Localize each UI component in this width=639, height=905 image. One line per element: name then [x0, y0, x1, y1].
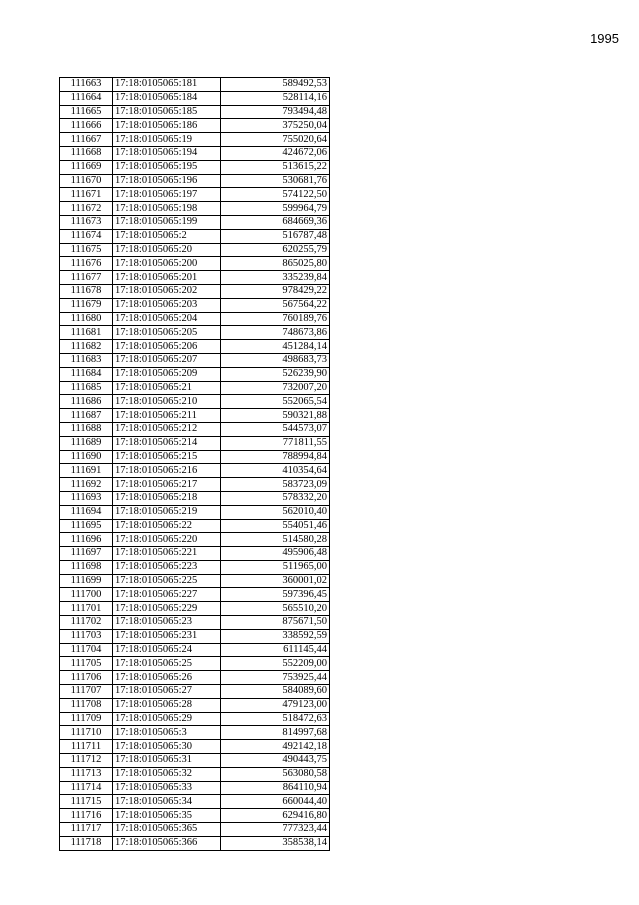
value-cell: 563080,58: [221, 767, 330, 781]
cadastral-number-cell: 17:18:0105065:181: [113, 78, 221, 92]
value-cell: 567564,22: [221, 298, 330, 312]
cadastral-number-cell: 17:18:0105065:26: [113, 671, 221, 685]
table-row: [60, 243, 330, 257]
value-cell: 660044,40: [221, 795, 330, 809]
value-cell: 788994,84: [221, 450, 330, 464]
cadastral-number-cell: 17:18:0105065:186: [113, 119, 221, 133]
table-row: [60, 271, 330, 285]
value-cell: 583723,09: [221, 478, 330, 492]
row-id-cell: 111711: [60, 740, 113, 754]
table-row: [60, 409, 330, 423]
table-row: [60, 298, 330, 312]
row-id-cell: 111672: [60, 202, 113, 216]
table-row: [60, 602, 330, 616]
row-id-cell: 111668: [60, 146, 113, 160]
row-id-cell: 111713: [60, 767, 113, 781]
cadastral-number-cell: 17:18:0105065:203: [113, 298, 221, 312]
value-cell: 611145,44: [221, 643, 330, 657]
value-cell: 629416,80: [221, 809, 330, 823]
cadastral-number-cell: 17:18:0105065:217: [113, 478, 221, 492]
cadastral-number-cell: 17:18:0105065:205: [113, 326, 221, 340]
row-id-cell: 111712: [60, 754, 113, 768]
cadastral-number-cell: 17:18:0105065:212: [113, 422, 221, 436]
table-row: [60, 698, 330, 712]
cadastral-number-cell: 17:18:0105065:204: [113, 312, 221, 326]
value-cell: 451284,14: [221, 340, 330, 354]
value-cell: 565510,20: [221, 602, 330, 616]
page-number: 1995: [590, 31, 619, 46]
table-row: [60, 146, 330, 160]
row-id-cell: 111690: [60, 450, 113, 464]
table-row: [60, 436, 330, 450]
cadastral-number-cell: 17:18:0105065:207: [113, 353, 221, 367]
value-cell: 562010,40: [221, 505, 330, 519]
value-cell: 335239,84: [221, 271, 330, 285]
cadastral-number-cell: 17:18:0105065:197: [113, 188, 221, 202]
table-row: [60, 326, 330, 340]
cadastral-number-cell: 17:18:0105065:31: [113, 754, 221, 768]
row-id-cell: 111700: [60, 588, 113, 602]
value-cell: 552209,00: [221, 657, 330, 671]
cadastral-number-cell: 17:18:0105065:34: [113, 795, 221, 809]
row-id-cell: 111693: [60, 491, 113, 505]
value-cell: 755020,64: [221, 133, 330, 147]
value-cell: 511965,00: [221, 560, 330, 574]
table-row: [60, 712, 330, 726]
row-id-cell: 111674: [60, 229, 113, 243]
table-row: [60, 533, 330, 547]
cadastral-number-cell: 17:18:0105065:225: [113, 574, 221, 588]
row-id-cell: 111702: [60, 616, 113, 630]
cadastral-number-cell: 17:18:0105065:201: [113, 271, 221, 285]
cadastral-number-cell: 17:18:0105065:215: [113, 450, 221, 464]
cadastral-number-cell: 17:18:0105065:28: [113, 698, 221, 712]
row-id-cell: 111697: [60, 547, 113, 561]
row-id-cell: 111706: [60, 671, 113, 685]
value-cell: 777323,44: [221, 823, 330, 837]
row-id-cell: 111716: [60, 809, 113, 823]
cadastral-number-cell: 17:18:0105065:29: [113, 712, 221, 726]
value-cell: 753925,44: [221, 671, 330, 685]
row-id-cell: 111687: [60, 409, 113, 423]
cadastral-number-cell: 17:18:0105065:35: [113, 809, 221, 823]
row-id-cell: 111665: [60, 105, 113, 119]
table-row: [60, 836, 330, 850]
table-row: [60, 629, 330, 643]
table-row: [60, 367, 330, 381]
value-cell: 492142,18: [221, 740, 330, 754]
table-row: [60, 726, 330, 740]
table-row: [60, 174, 330, 188]
table-row: [60, 616, 330, 630]
row-id-cell: 111667: [60, 133, 113, 147]
table-row: [60, 519, 330, 533]
cadastral-number-cell: 17:18:0105065:20: [113, 243, 221, 257]
table-row: [60, 464, 330, 478]
cadastral-number-cell: 17:18:0105065:194: [113, 146, 221, 160]
cadastral-number-cell: 17:18:0105065:22: [113, 519, 221, 533]
row-id-cell: 111663: [60, 78, 113, 92]
row-id-cell: 111684: [60, 367, 113, 381]
row-id-cell: 111705: [60, 657, 113, 671]
cadastral-number-cell: 17:18:0105065:214: [113, 436, 221, 450]
cadastral-number-cell: 17:18:0105065:185: [113, 105, 221, 119]
cadastral-number-cell: 17:18:0105065:229: [113, 602, 221, 616]
value-cell: 865025,80: [221, 257, 330, 271]
cadastral-number-cell: 17:18:0105065:202: [113, 284, 221, 298]
row-id-cell: 111673: [60, 215, 113, 229]
table-row: [60, 395, 330, 409]
cadastral-number-cell: 17:18:0105065:199: [113, 215, 221, 229]
table-row: [60, 671, 330, 685]
table-row: [60, 340, 330, 354]
table-row: [60, 105, 330, 119]
table-row: [60, 560, 330, 574]
value-cell: 684669,36: [221, 215, 330, 229]
row-id-cell: 111666: [60, 119, 113, 133]
row-id-cell: 111685: [60, 381, 113, 395]
cadastral-number-cell: 17:18:0105065:30: [113, 740, 221, 754]
row-id-cell: 111717: [60, 823, 113, 837]
cadastral-number-cell: 17:18:0105065:195: [113, 160, 221, 174]
cadastral-number-cell: 17:18:0105065:21: [113, 381, 221, 395]
table-row: [60, 229, 330, 243]
row-id-cell: 111695: [60, 519, 113, 533]
cadastral-number-cell: 17:18:0105065:25: [113, 657, 221, 671]
value-cell: 760189,76: [221, 312, 330, 326]
value-cell: 516787,48: [221, 229, 330, 243]
cadastral-number-cell: 17:18:0105065:216: [113, 464, 221, 478]
value-cell: 530681,76: [221, 174, 330, 188]
row-id-cell: 111664: [60, 91, 113, 105]
cadastral-number-cell: 17:18:0105065:24: [113, 643, 221, 657]
row-id-cell: 111681: [60, 326, 113, 340]
row-id-cell: 111678: [60, 284, 113, 298]
cadastral-number-cell: 17:18:0105065:23: [113, 616, 221, 630]
cadastral-number-cell: 17:18:0105065:200: [113, 257, 221, 271]
value-cell: 424672,06: [221, 146, 330, 160]
table-row: [60, 91, 330, 105]
cadastral-number-cell: 17:18:0105065:366: [113, 836, 221, 850]
table-row: [60, 685, 330, 699]
value-cell: 864110,94: [221, 781, 330, 795]
cadastral-number-cell: 17:18:0105065:231: [113, 629, 221, 643]
table-row: [60, 588, 330, 602]
row-id-cell: 111701: [60, 602, 113, 616]
table-row: [60, 119, 330, 133]
table-row: [60, 202, 330, 216]
row-id-cell: 111710: [60, 726, 113, 740]
cadastral-number-cell: 17:18:0105065:365: [113, 823, 221, 837]
value-cell: 590321,88: [221, 409, 330, 423]
value-cell: 528114,16: [221, 91, 330, 105]
cadastral-number-cell: 17:18:0105065:227: [113, 588, 221, 602]
table-row: [60, 188, 330, 202]
table-row: [60, 133, 330, 147]
row-id-cell: 111703: [60, 629, 113, 643]
row-id-cell: 111682: [60, 340, 113, 354]
row-id-cell: 111714: [60, 781, 113, 795]
row-id-cell: 111692: [60, 478, 113, 492]
table-row: [60, 450, 330, 464]
cadastral-number-cell: 17:18:0105065:33: [113, 781, 221, 795]
value-cell: 479123,00: [221, 698, 330, 712]
value-cell: 574122,50: [221, 188, 330, 202]
table-row: [60, 795, 330, 809]
table-row: [60, 547, 330, 561]
row-id-cell: 111694: [60, 505, 113, 519]
value-cell: 875671,50: [221, 616, 330, 630]
row-id-cell: 111670: [60, 174, 113, 188]
table-row: [60, 353, 330, 367]
cadastral-number-cell: 17:18:0105065:206: [113, 340, 221, 354]
table-row: [60, 823, 330, 837]
cadastral-number-cell: 17:18:0105065:32: [113, 767, 221, 781]
cadastral-number-cell: 17:18:0105065:211: [113, 409, 221, 423]
value-cell: 375250,04: [221, 119, 330, 133]
value-cell: 410354,64: [221, 464, 330, 478]
row-id-cell: 111704: [60, 643, 113, 657]
value-cell: 599964,79: [221, 202, 330, 216]
value-cell: 513615,22: [221, 160, 330, 174]
table-row: [60, 422, 330, 436]
value-cell: 620255,79: [221, 243, 330, 257]
cadastral-number-cell: 17:18:0105065:209: [113, 367, 221, 381]
value-cell: 498683,73: [221, 353, 330, 367]
row-id-cell: 111671: [60, 188, 113, 202]
value-cell: 514580,28: [221, 533, 330, 547]
cadastral-number-cell: 17:18:0105065:196: [113, 174, 221, 188]
table-row: [60, 78, 330, 92]
cadastral-number-cell: 17:18:0105065:220: [113, 533, 221, 547]
table-row: [60, 215, 330, 229]
value-cell: 526239,90: [221, 367, 330, 381]
value-cell: 771811,55: [221, 436, 330, 450]
value-cell: 495906,48: [221, 547, 330, 561]
value-cell: 978429,22: [221, 284, 330, 298]
value-cell: 552065,54: [221, 395, 330, 409]
value-cell: 360001,02: [221, 574, 330, 588]
value-cell: 578332,20: [221, 491, 330, 505]
row-id-cell: 111698: [60, 560, 113, 574]
cadastral-number-cell: 17:18:0105065:218: [113, 491, 221, 505]
table-row: [60, 478, 330, 492]
row-id-cell: 111688: [60, 422, 113, 436]
row-id-cell: 111683: [60, 353, 113, 367]
value-cell: 597396,45: [221, 588, 330, 602]
cadastral-number-cell: 17:18:0105065:19: [113, 133, 221, 147]
value-cell: 584089,60: [221, 685, 330, 699]
value-cell: 338592,59: [221, 629, 330, 643]
row-id-cell: 111709: [60, 712, 113, 726]
row-id-cell: 111718: [60, 836, 113, 850]
table-row: [60, 505, 330, 519]
row-id-cell: 111679: [60, 298, 113, 312]
table-row: [60, 574, 330, 588]
row-id-cell: 111689: [60, 436, 113, 450]
table-row: [60, 767, 330, 781]
table-row: [60, 809, 330, 823]
value-cell: 490443,75: [221, 754, 330, 768]
table-body: [60, 78, 330, 851]
table-row: [60, 284, 330, 298]
table-row: [60, 257, 330, 271]
cadastral-number-cell: 17:18:0105065:223: [113, 560, 221, 574]
table-row: [60, 381, 330, 395]
row-id-cell: 111691: [60, 464, 113, 478]
cadastral-number-cell: 17:18:0105065:221: [113, 547, 221, 561]
value-cell: 554051,46: [221, 519, 330, 533]
table-row: [60, 781, 330, 795]
cadastral-number-cell: 17:18:0105065:184: [113, 91, 221, 105]
row-id-cell: 111675: [60, 243, 113, 257]
cadastral-number-cell: 17:18:0105065:198: [113, 202, 221, 216]
table-row: [60, 657, 330, 671]
table-row: [60, 312, 330, 326]
value-cell: 793494,48: [221, 105, 330, 119]
table-row: [60, 754, 330, 768]
row-id-cell: 111715: [60, 795, 113, 809]
row-id-cell: 111686: [60, 395, 113, 409]
value-cell: 589492,53: [221, 78, 330, 92]
cadastral-number-cell: 17:18:0105065:3: [113, 726, 221, 740]
row-id-cell: 111696: [60, 533, 113, 547]
cadastral-number-cell: 17:18:0105065:219: [113, 505, 221, 519]
value-cell: 748673,86: [221, 326, 330, 340]
row-id-cell: 111707: [60, 685, 113, 699]
table-row: [60, 491, 330, 505]
row-id-cell: 111677: [60, 271, 113, 285]
row-id-cell: 111708: [60, 698, 113, 712]
table-row: [60, 160, 330, 174]
value-cell: 518472,63: [221, 712, 330, 726]
value-cell: 544573,07: [221, 422, 330, 436]
cadastral-number-cell: 17:18:0105065:2: [113, 229, 221, 243]
cadastral-number-cell: 17:18:0105065:210: [113, 395, 221, 409]
table-row: [60, 643, 330, 657]
cadastral-value-table: [59, 77, 330, 851]
table-row: [60, 740, 330, 754]
row-id-cell: 111680: [60, 312, 113, 326]
row-id-cell: 111676: [60, 257, 113, 271]
row-id-cell: 111699: [60, 574, 113, 588]
row-id-cell: 111669: [60, 160, 113, 174]
value-cell: 358538,14: [221, 836, 330, 850]
value-cell: 814997,68: [221, 726, 330, 740]
cadastral-number-cell: 17:18:0105065:27: [113, 685, 221, 699]
value-cell: 732007,20: [221, 381, 330, 395]
